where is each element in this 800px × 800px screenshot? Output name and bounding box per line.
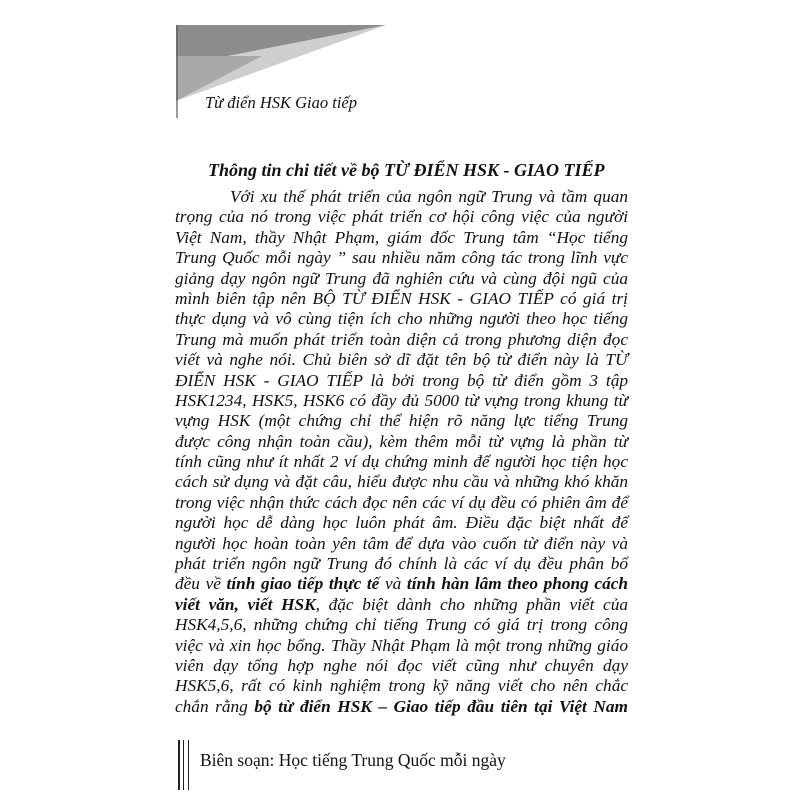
body-text-segment: Việt Nam, thầy Nhật Phạm, giám đốc Trung tâm “Học tiếng	[175, 227, 628, 247]
body-text-segment: Với xu thế phát triển của ngôn ngữ Trung và tầm quan	[230, 187, 628, 206]
body-line	[175, 411, 628, 431]
body-text-segment: Trung mà muốn phát triển toàn diện cả trong phương diện đọc	[175, 329, 628, 349]
header-decoration	[0, 0, 800, 130]
body-bold-text: viết văn, viết HSK	[175, 594, 316, 614]
body-text-segment: được công nhận toàn cầu), kèm thêm mỗi từ vựng là phần từ	[175, 431, 628, 451]
body-line	[175, 350, 628, 370]
body-text-segment: HSK1234, HSK5, HSK6 có đầy đủ 5000 từ vựng trong khung từ	[175, 390, 628, 410]
body-text-segment: giảng dạy ngôn ngữ Trung đã nghiên cứu và cùng đội ngũ của	[175, 268, 628, 288]
body-bold-text: tính hàn lâm theo phong cách	[406, 574, 629, 594]
body-text-segment: HSK4,5,6, những chứng chỉ tiếng Trung có giá trị trong công	[175, 615, 628, 635]
body-line	[175, 615, 628, 635]
body-text-segment: , đặc biệt dành cho những phần viết của	[315, 594, 628, 614]
body-text-segment: vựng HSK (một chứng chỉ thể hiện rõ năng lực tiếng Trung	[175, 411, 628, 431]
body-line	[175, 493, 628, 513]
body-line	[175, 207, 628, 227]
body-bold-text: tính giao tiếp thực tế	[226, 574, 380, 594]
footer-rule-3	[188, 740, 189, 790]
body-text-segment: ĐIỂN HSK - GIAO TIẾP là bởi trong bộ từ điển gồm 3 tập	[175, 370, 628, 390]
body-line	[175, 574, 628, 594]
body-line	[175, 595, 628, 615]
body-text-segment: phát triển ngôn ngữ Trung đó chính là các ví dụ đều phân bổ	[175, 554, 628, 574]
body-line	[175, 432, 628, 452]
body-line	[175, 676, 628, 696]
body-line	[175, 330, 628, 350]
body-text-segment: mình biên tập nên BỘ TỪ ĐIỂN HSK - GIAO TIẾP có giá trị	[175, 288, 628, 308]
body-text-segment: trong việc nhận thức cách đọc nên các ví dụ đều có phiên âm để	[175, 492, 628, 512]
body-line	[175, 269, 628, 289]
body-line	[175, 656, 628, 676]
body-text-segment: tính cũng như ít nhất 2 ví dụ chứng minh để người học tiện học	[175, 452, 628, 472]
body-line	[175, 697, 628, 717]
body-line	[175, 554, 628, 574]
body-text-segment: việc và xin học bổng. Thầy Nhật Phạm là một trong những giáo	[175, 635, 628, 655]
body-text-segment: người học hoàn toàn yên tâm để dựa vào cuốn từ điển này và	[175, 533, 628, 553]
body-text-segment: HSK5,6, rất có kinh nghiệm trong kỹ năng viết cho nên chắc	[175, 676, 628, 696]
body-text-segment: chắn rằng	[175, 696, 255, 716]
footer-rule-2	[183, 740, 184, 790]
body-paragraph	[175, 187, 628, 717]
body-text-segment: viết và nghe nói. Chủ biên sở dĩ đặt tên bộ từ điển này là TỪ	[175, 350, 628, 370]
body-line	[175, 228, 628, 248]
body-text-segment: đều về	[175, 574, 227, 594]
body-line	[175, 248, 628, 268]
body-line	[175, 289, 628, 309]
body-text-segment: và	[379, 574, 407, 594]
footer-credit: Biên soạn: Học tiếng Trung Quốc mỗi ngày	[200, 750, 506, 770]
body-bold-text: bộ từ điển HSK – Giao tiếp đầu tiên tại Việt Nam	[254, 696, 628, 716]
body-text-segment: cách sử dụng và đặt câu, hiểu được nhu cầu và những khó khăn	[175, 472, 628, 492]
section-title: Thông tin chi tiết về bộ TỪ ĐIỂN HSK - GIAO TIẾP	[208, 160, 605, 180]
body-text-segment: Trung Quốc mỗi ngày ” sau nhiều năm công tác trong lĩnh vực	[175, 248, 628, 268]
body-text-segment: thực dụng và vô cùng tiện ích cho những người theo học tiếng	[175, 309, 628, 329]
body-line	[175, 371, 628, 391]
footer-rule-1	[178, 740, 180, 790]
body-line	[175, 452, 628, 472]
body-line	[175, 187, 628, 207]
body-line	[175, 534, 628, 554]
running-header-title: Từ điển HSK Giao tiếp	[205, 93, 357, 112]
body-line	[175, 391, 628, 411]
body-line	[175, 472, 628, 492]
body-text-segment: trọng của nó trong việc phát triển cơ hội công việc của người	[175, 207, 628, 227]
body-text-segment: viên dạy tổng hợp nghe nói đọc viết cũng như chuyên dạy	[175, 655, 628, 675]
body-line	[175, 636, 628, 656]
body-line	[175, 309, 628, 329]
body-line	[175, 513, 628, 533]
body-text-segment: người học dễ dàng học luôn phát âm. Điều đặc biệt nhất để	[175, 513, 628, 533]
